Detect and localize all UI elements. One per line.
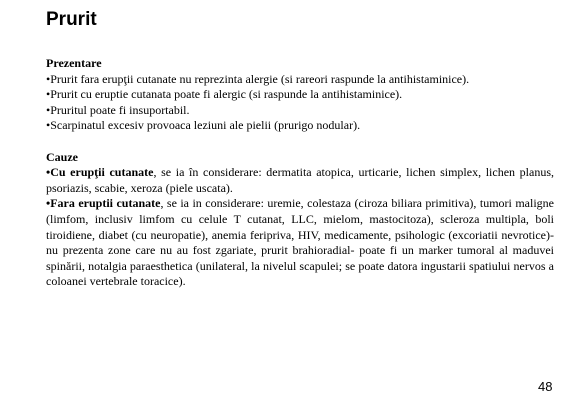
cauze-item-text: , se ia in considerare: uremie, colestaza (ciroza biliara primitiva), tumori maligne (limfom, inclusiv limfom cu celule T cutanat, LLC, mielom, mastocitoza), scleroza multipla, boli tiroidiene, diabet (cu neuropatie), anemia feriprivа, HIV, medicamente, psihologic (excoriatii nevrotice)-nu prezenta zone care nu au fost zgariate, prurit brahioradial- poate fi un marker tumoral al maduvei spinării, notalgia paraesthetica (unilateral, la nivelul scapulei; se poate datora ingustarii spatiului nervos a coloanei vertebrale toracice). — [46, 196, 554, 289]
cauze-item-bold-label: Cu erupţii cutanate — [50, 165, 154, 180]
prezentare-item: •Prurit cu eruptie cutanata poate fi alergic (si raspunde la antihistaminice). — [46, 87, 403, 102]
section-spacer — [46, 134, 554, 150]
prezentare-item: •Pruritul poate fi insuportabil. — [46, 102, 190, 117]
cauze-item-bold-label: Fara eruptii cutanate — [50, 196, 161, 211]
slide-content — [46, 56, 554, 290]
slide-title: Prurit — [46, 9, 97, 30]
prezentare-heading: Prezentare — [46, 56, 102, 70]
cauze-item-with-eruptions — [46, 165, 554, 196]
prezentare-item: •Scarpinatul excesiv provoaca leziuni ale pielii (prurigo nodular). — [46, 118, 361, 133]
bullet: • — [46, 165, 51, 180]
prezentare-item: •Prurit fara erupţii cutanate nu reprezinta alergie (si rareori raspunde la antihistaminice). — [46, 71, 470, 86]
cauze-item-without-eruptions — [46, 196, 554, 290]
cauze-item-text: , se ia în considerare: dermatita atopica, urticarie, lichen simplex, lichen planus, psoriazis, scabie, xeroza (piele uscata). — [46, 165, 555, 195]
page-number: 48 — [538, 379, 553, 394]
cauze-heading: Cauze — [46, 149, 78, 164]
bullet: • — [46, 196, 51, 211]
